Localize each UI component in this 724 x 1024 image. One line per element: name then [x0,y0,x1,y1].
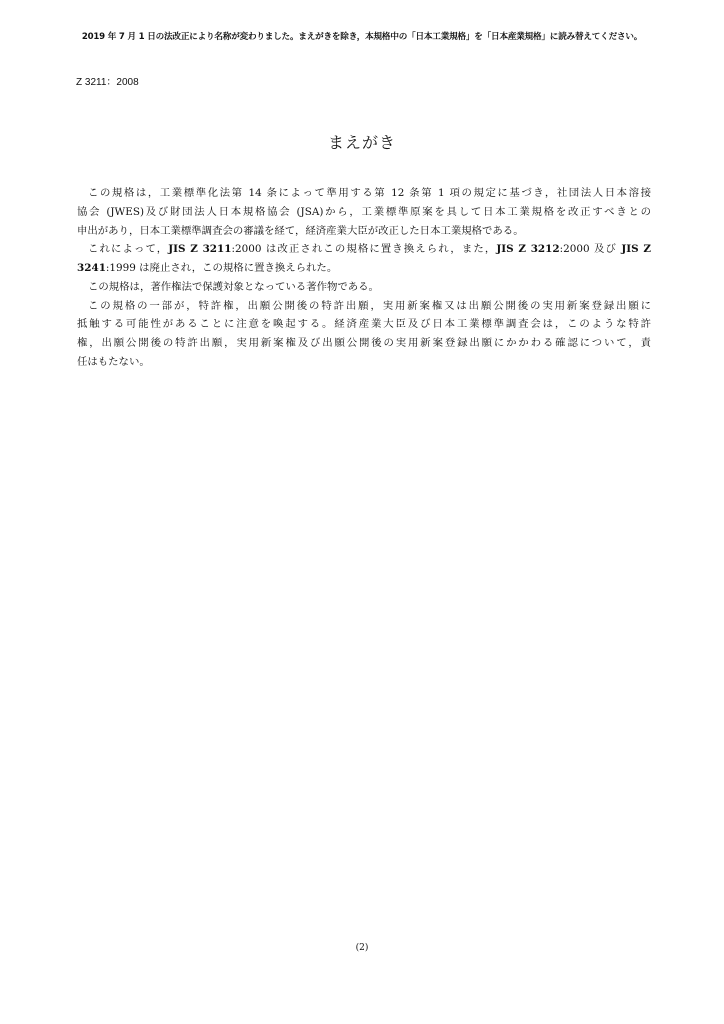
paragraph-2-text-d: :1999 は廃止され，この規格に置き換えられた。 [105,262,338,274]
paragraph-3-line-1: この規格は，著作権法で保護対象となっている著作物である。 [88,280,379,293]
paragraph-4-line-1: この規格の一部が，特許権，出願公開後の特許出願，実用新案権又は出願公開後の実用新案登録出願に [88,299,651,312]
standard-reference-z3211: JIS Z 3211 [168,243,232,256]
standard-reference-z3241-prefix: JIS Z [621,243,651,256]
paragraph-2-line-2 [77,259,651,278]
name-change-notice: 2019 年 7 月 1 日の法改正により名称が変わりました。まえがきを除き，本規格中の「日本工業規格」を「日本産業規格」に読み替えてください。 [81,32,643,42]
page-number: (2) [355,943,369,953]
document-number: Z 3211：2008 [76,77,139,88]
standard-reference-z3241-number: 3241 [77,262,106,274]
paragraph-4-line-3: 権，出願公開後の特許出願，実用新案権及び出願公開後の実用新案登録出願にかかわる確認について，責 [77,337,651,349]
paragraph-2-text-c: :2000 及び [559,243,622,256]
foreword-body [77,184,651,372]
paragraph-4-line-2: 抵触する可能性があることに注意を喚起する。経済産業大臣及び日本工業標準調査会は，このような特許 [77,318,651,331]
paragraph-2-text-b: :2000 は改正されこの規格に置き換えられ，また， [231,243,497,256]
paragraph-1-line-3: 申出があり，日本工業標準調査会の審議を経て，経済産業大臣が改正した日本工業規格である。 [77,224,524,237]
paragraph-1-line-2: 協会 (JWES)及び財団法人日本規格協会 (JSA)から，工業標準原案を具して日本工業規格を改正すべきとの [77,205,651,218]
standard-reference-z3212: JIS Z 3212 [496,243,560,256]
paragraph-2-text-a: これによって， [88,243,169,256]
paragraph-1-line-1: この規格は，工業標準化法第 14 条によって準用する第 12 条第 1 項の規定に基づき，社団法人日本溶接 [88,187,651,199]
paragraph-4-line-4: 任はもたない。 [77,355,150,368]
paragraph-2-line-1 [77,240,651,259]
page-title: まえがき [327,133,396,152]
